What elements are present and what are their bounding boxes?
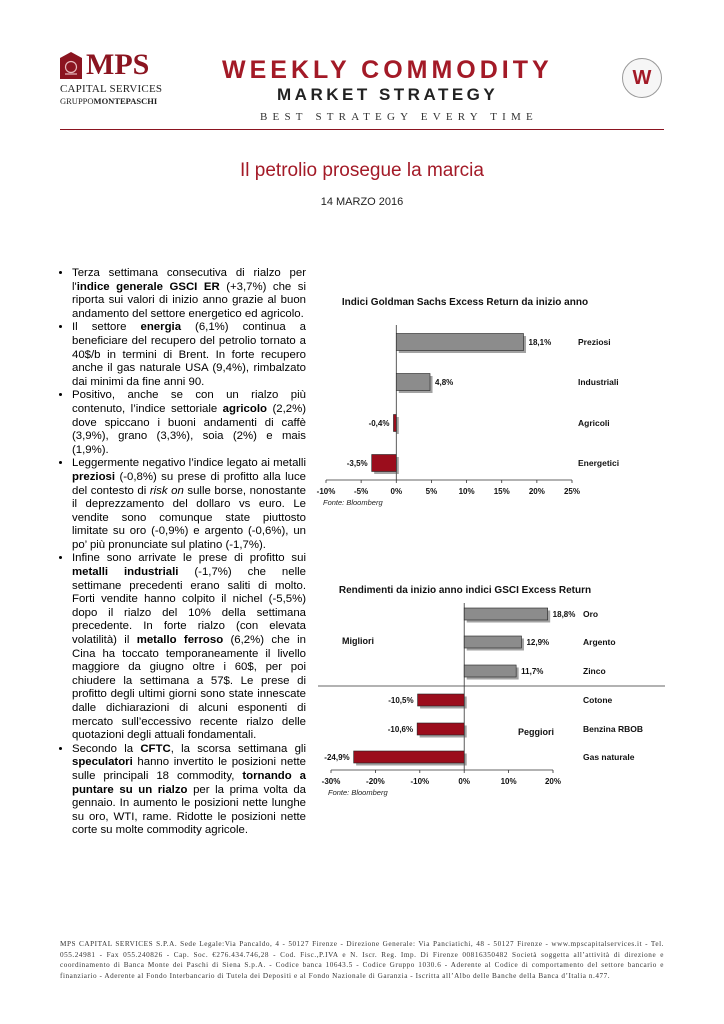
x-tick-label: 5% [425, 487, 438, 496]
chart2-title: Rendimenti da inizio anno indici GSCI Excess Return [338, 585, 592, 596]
bullet-text-segment: (-0,8%) su prese di profitto alla luce del contesto di [72, 470, 306, 497]
bar [372, 455, 397, 472]
x-tick-label: 20% [528, 487, 545, 496]
value-label: -0,4% [368, 419, 390, 428]
bar [464, 636, 521, 648]
bullet-text-segment: Leggermente negativo l’indice legato ai metalli [72, 457, 306, 470]
bullet-text-segment: sulle borse, nonostante il deprezzamento del dollaro vs euro. Le vendite sono comunque state piuttosto limitate su oro (-0,9%) e argento (-0,6%), un po’ più pronunciate sul platino (-1,7%). [72, 484, 307, 551]
bullet-text-segment: hanno invertito le posizioni nette sulle principali 18 commodity, [72, 756, 306, 782]
bar [354, 751, 465, 763]
category-label: Benzina RBOB [583, 724, 643, 734]
bullet-item [72, 321, 306, 389]
x-tick-label: -10% [316, 487, 336, 496]
mps-logo-emblem-icon [59, 52, 83, 80]
newsletter-subtitle: MARKET STRATEGY [277, 85, 499, 104]
bullet-text-segment: Secondo la [72, 742, 141, 755]
bullet-text-segment: preziosi [72, 470, 116, 483]
chart1-title: Indici Goldman Sachs Excess Return da inizio anno [341, 297, 589, 308]
bullet-item [72, 743, 306, 838]
x-tick-label: 10% [458, 487, 475, 496]
bullet-item [72, 267, 306, 321]
brand-name: MPS [86, 48, 150, 81]
w-badge-icon: W [622, 58, 662, 98]
bullet-text-segment: metallo ferroso [136, 634, 224, 647]
x-tick-label: -5% [354, 487, 369, 496]
bar [393, 415, 396, 432]
bar [464, 665, 516, 677]
x-tick-label: -10% [410, 777, 430, 786]
value-label: -10,6% [387, 725, 414, 734]
value-label: -3,5% [346, 459, 368, 468]
category-label: Cotone [583, 695, 613, 705]
category-label: Preziosi [578, 337, 611, 347]
bullet-text-segment: agricolo [222, 402, 267, 415]
bar [396, 374, 430, 391]
category-label: Energetici [578, 458, 620, 468]
category-label: Oro [583, 609, 599, 619]
bullet-text-segment: (2,2%) dove spiccano i buoni andamenti di caffè (3,9%), grano (3,3%), soia (2%) e mais (1,9%). [72, 402, 306, 456]
x-tick-label: 20% [544, 777, 562, 786]
brand-line-2-prefix: GRUPPO [60, 96, 94, 106]
x-tick-label: 0% [390, 487, 403, 496]
bullet-text-segment: energia [140, 321, 182, 334]
bullet-text-segment: metalli industriali [72, 566, 179, 579]
bullet-item [72, 389, 306, 457]
category-label: Zinco [583, 666, 606, 676]
value-label: -10,5% [388, 696, 414, 705]
group-label-worst: Peggiori [518, 727, 555, 737]
bullet-list [60, 267, 306, 838]
group-label-best: Migliori [342, 636, 374, 646]
value-label: 18,8% [552, 610, 576, 619]
source-note: Fonte: Bloomberg [328, 788, 388, 797]
value-label: 18,1% [528, 338, 552, 347]
issue-date: 14 MARZO 2016 [320, 196, 404, 208]
legal-footer: MPS CAPITAL SERVICES S.P.A. Sede Legale:Via Pancaldo, 4 - 50127 Firenze - Direzione Generale: Via Panciatichi, 48 - 50127 Firenze - www.mpscapitalservices.it - Tel. 055.24981 - Fax 055.240826 - Cap. Soc. €276.434.746,28 - Cod. Fisc.,P.IVA e N. Iscr. Reg. Imp. Di Firenze 00816350482 Società soggetta all’attività di direzione e coordinamento di Banca Monte dei Paschi di Siena S.p.A. - Codice banca 10643.5 - Codice Gruppo 1030.6 - Aderente al Codice di comportamento del settore bancario e finanziario - Aderente al Fondo Interbancario di Tutela dei Depositi e al Fondo Nazionale di Garanzia - Iscritta all’Albo delle Banche della Banca d’Italia n.477. [60, 940, 664, 981]
bullet-item [72, 457, 306, 552]
bullet-text-segment: (6,2%) che in Cina ha toccato temporaneamente il livello maggiore da giugno oltre i 60$, per poi chiudere la settimana a 57$. Le prese di profitto degli ultimi giorni sono state innescate dalle dichiarazioni di alcuni esponenti di mercato sull’eccessivo recente rialzo delle quotazioni degli attuali fondamentali. [72, 634, 306, 742]
brand-line-1: CAPITAL SERVICES [60, 83, 163, 95]
bullet-text-segment: per la prima volta da gennaio. In aumento le posizioni nette lunghe su oro, WTI, rame. Ridotte le posizioni nette corte su molte commodity agricole. [72, 783, 306, 837]
bullet-text-segment: , la scorsa settimana gli [170, 742, 306, 755]
headline: Il petrolio prosegue la marcia [240, 160, 484, 181]
bullet-text-segment: Il settore [72, 321, 141, 334]
x-tick-label: -20% [366, 777, 385, 786]
category-label: Argento [583, 637, 616, 647]
tagline: BEST STRATEGY EVERY TIME [260, 111, 538, 123]
value-label: 11,7% [521, 667, 544, 676]
source-note: Fonte: Bloomberg [323, 498, 383, 507]
bar [417, 723, 464, 735]
bullet-text-segment: (+3,7%) che si riporta sui valori di inizio anno grazie al buon andamento del settore energetico ed agricolo. [72, 280, 306, 320]
header-divider [60, 129, 664, 130]
bar [396, 334, 523, 351]
chart2-bar-chart [300, 600, 670, 805]
bar [418, 694, 465, 706]
bullet-text-segment: (6,1%) continua a beneficiare del recupero del petrolio tornato a 40$/b in termini di Brent. In forte recupero anche il gas naturale USA (9,4%), rimbalzato dai minimi da fine anni 90. [72, 321, 306, 388]
bullet-text-segment: Positivo, anche se con un rialzo più contenuto, l’indice settoriale [72, 389, 306, 415]
bar [464, 608, 547, 620]
bullet-text-segment: Infine sono arrivate le prese di profitto sui [72, 552, 306, 565]
newsletter-title: WEEKLY COMMODITY [222, 56, 553, 84]
bullet-text-segment: speculatori [72, 756, 133, 769]
bullet-text-segment: CFTC [140, 742, 171, 755]
value-label: 4,8% [435, 378, 454, 387]
bullet-text-segment: tornando a puntare su un rialzo [72, 769, 307, 796]
category-label: Industriali [578, 377, 619, 387]
category-label: Gas naturale [583, 752, 635, 762]
x-tick-label: 25% [563, 487, 581, 496]
brand-line-2 [60, 96, 157, 106]
value-label: 12,9% [526, 638, 550, 647]
x-tick-label: 0% [458, 777, 470, 786]
chart1-bar-chart [300, 315, 640, 515]
bullet-text-segment: indice generale GSCI ER [76, 280, 220, 293]
bullet-text-segment: (-1,7%) che nelle settimane precedenti erano saliti di molto. Forti vendite hanno colpito il nichel (-5,5%) dopo il rialzo del 10% della settimana precedente. In forte rialzo (con elevata volatilità) il [72, 566, 306, 647]
brand-line-2-bold: MONTEPASCHI [93, 96, 158, 106]
x-tick-label: 15% [493, 487, 510, 496]
x-tick-label: -30% [321, 777, 341, 786]
bullet-item [72, 552, 306, 742]
category-label: Agricoli [578, 418, 610, 428]
value-label: -24,9% [324, 753, 350, 762]
bullet-text-segment: Terza settimana consecutiva di rialzo per l' [72, 267, 306, 293]
bullet-text-segment: risk on [149, 484, 184, 497]
x-tick-label: 10% [500, 777, 517, 786]
